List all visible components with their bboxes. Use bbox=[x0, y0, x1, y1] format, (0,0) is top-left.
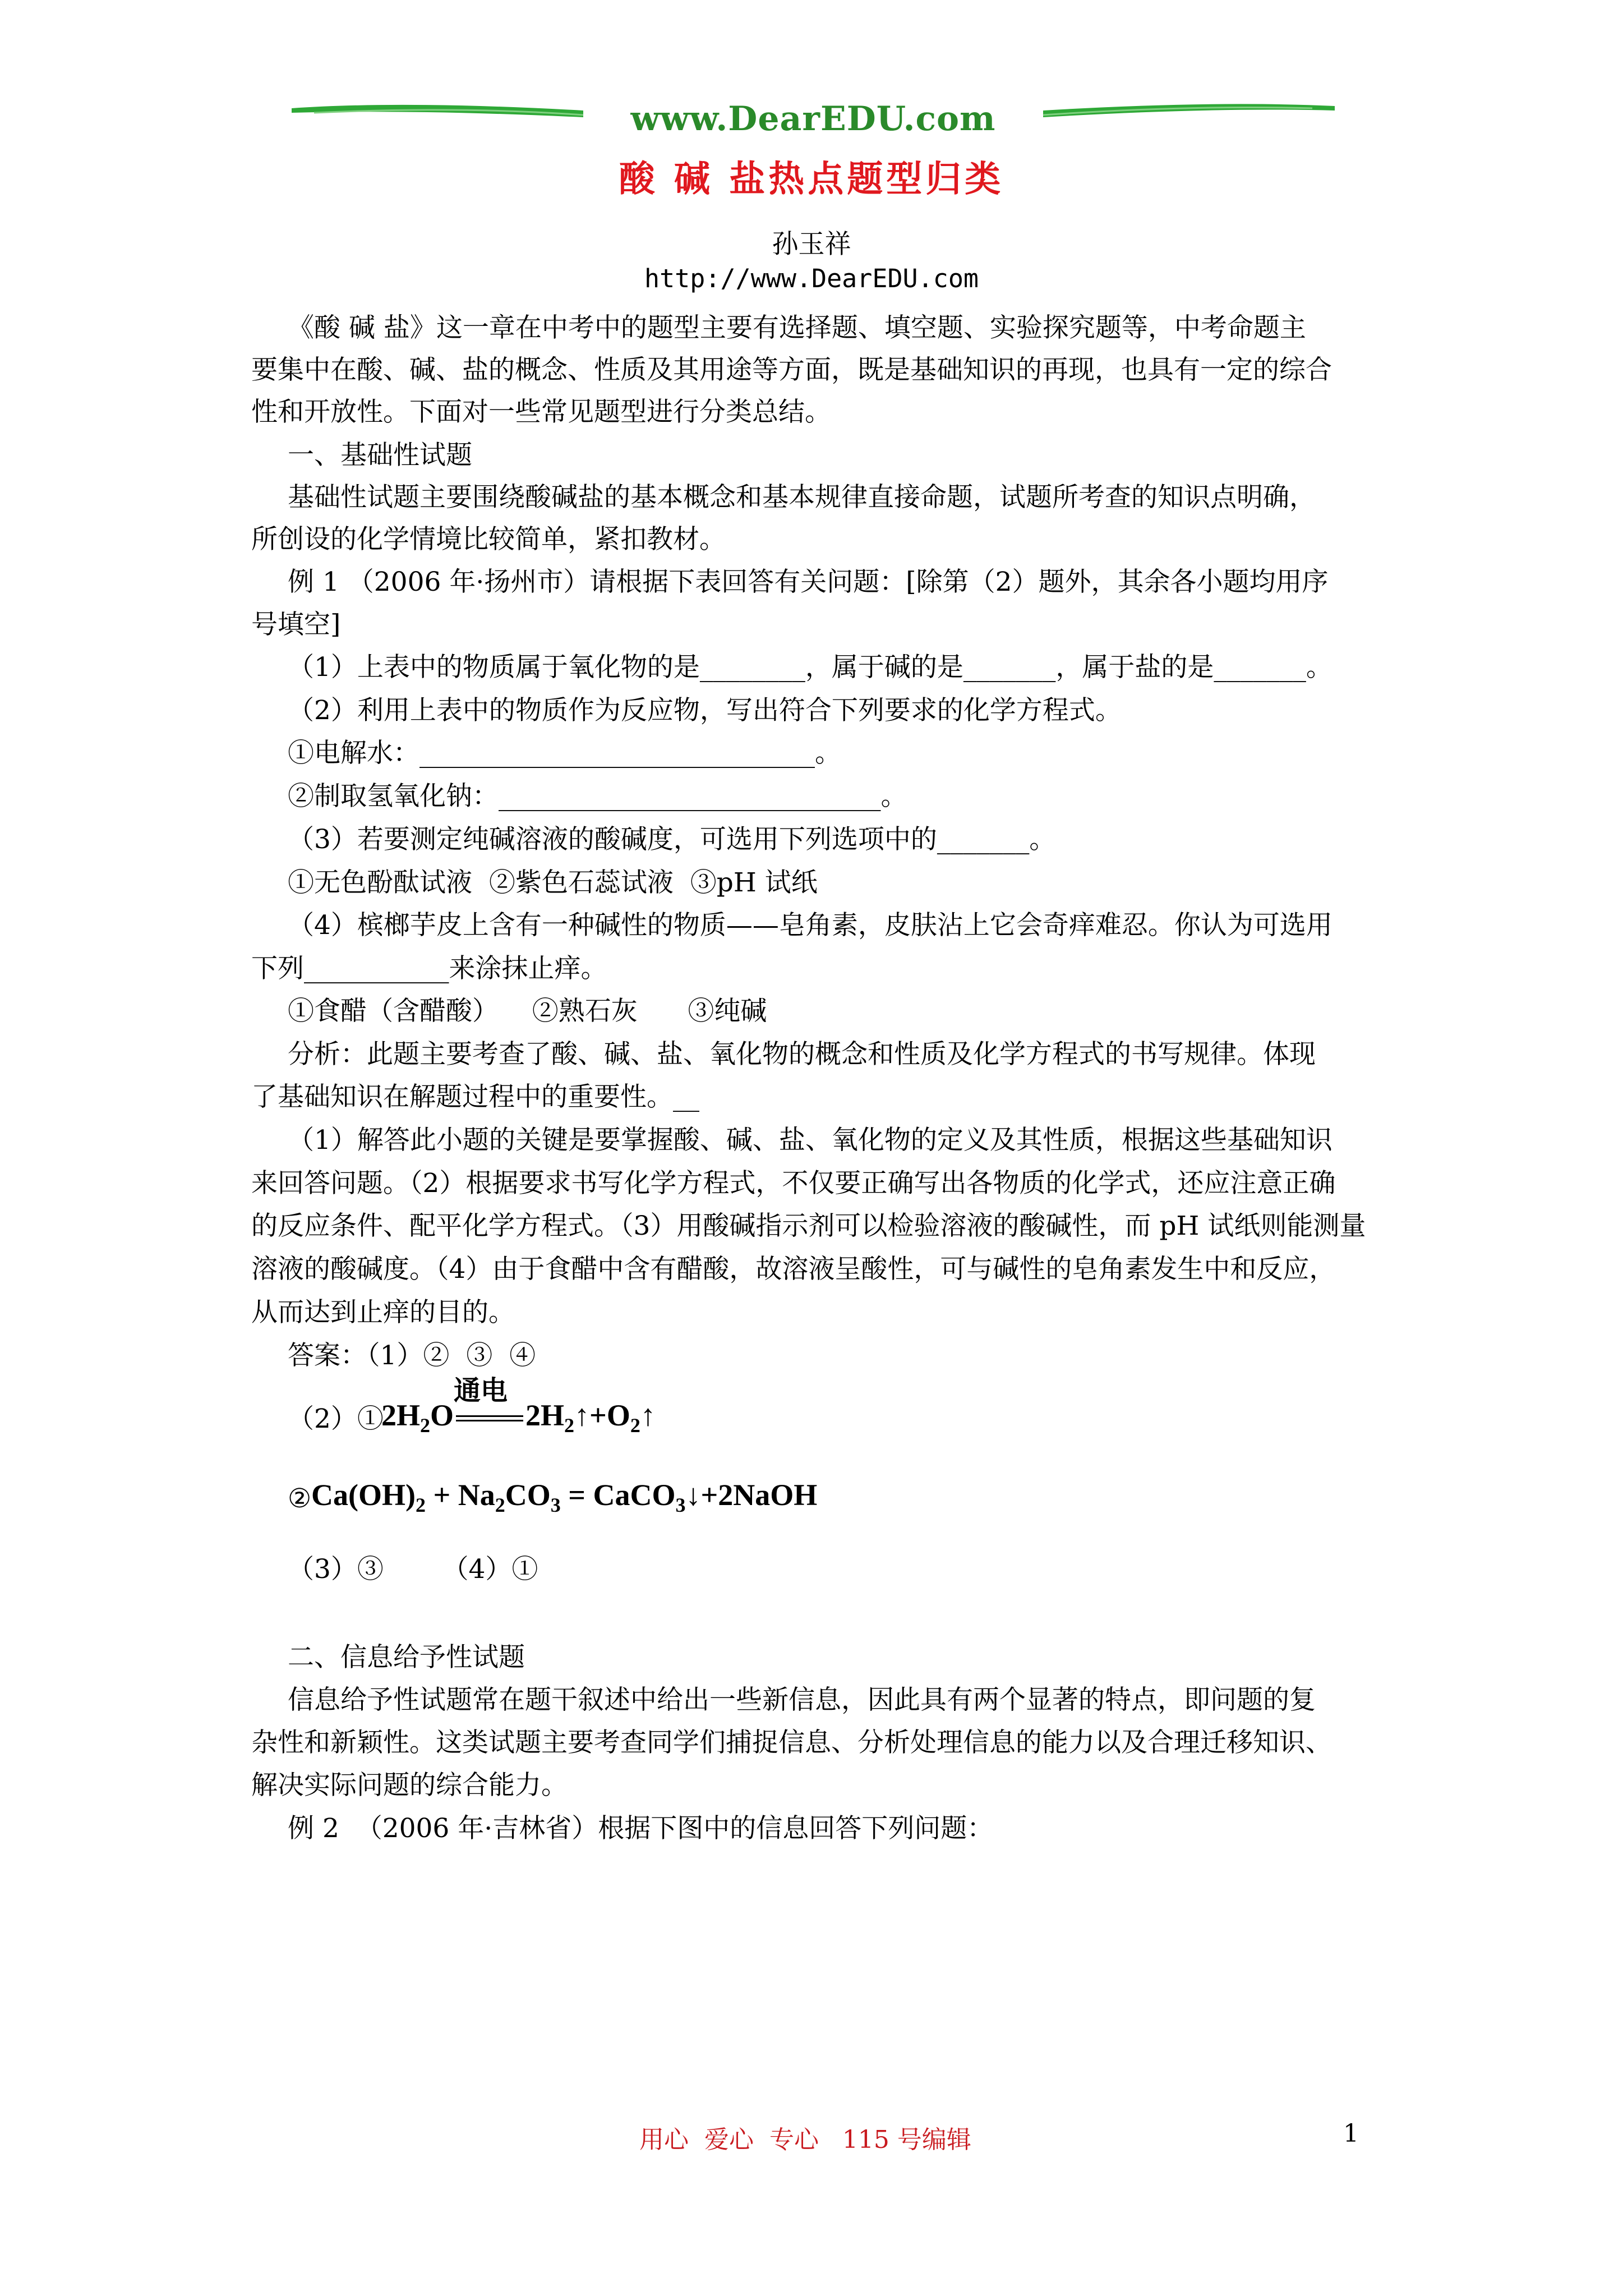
document-title: 酸 碱 盐热点题型归类 bbox=[619, 158, 1004, 200]
page-number: 1 bbox=[1343, 2119, 1359, 2148]
question-line: （4）槟榔芋皮上含有一种碱性的物质——皂角素，皮肤沾上它会奇痒难忍。你认为可选用 bbox=[288, 910, 1332, 941]
answer-prefix: ② bbox=[288, 1483, 312, 1514]
chemical-equation-naoh: $Ca(OH)_2 + Na_2CO_3$ = CaCO$_3$↓+2NaOH bbox=[311, 1478, 818, 1516]
intro-paragraph-line: 性和开放性。下面对一些常见题型进行分类总结。 bbox=[251, 397, 831, 427]
answer-line: （3）③ （4）① bbox=[288, 1554, 538, 1585]
section-paragraph-line: 所创设的化学情境比较简单，紧扣教材。 bbox=[251, 524, 726, 555]
section-paragraph-line: 基础性试题主要围绕酸碱盐的基本概念和基本规律直接命题，试题所考查的知识点明确， bbox=[288, 482, 1316, 513]
section-paragraph-line: 信息给予性试题常在题干叙述中给出一些新信息，因此具有两个显著的特点，即问题的复 bbox=[288, 1685, 1316, 1715]
answer-line: 答案：（1）② ③ ④ bbox=[288, 1340, 536, 1371]
analysis-line: 了基础知识在解题过程中的重要性。__ bbox=[251, 1082, 699, 1112]
example-line: 号填空] bbox=[251, 609, 341, 640]
section-paragraph-line: 杂性和新颖性。这类试题主要考查同学们捕捉信息、分析处理信息的能力以及合理迁移知识、 bbox=[251, 1727, 1332, 1758]
analysis-line: （1）解答此小题的关键是要掌握酸、碱、盐、氧化物的定义及其性质，根据这些基础知识 bbox=[288, 1125, 1332, 1156]
example-line: 例 1 （2006 年·扬州市）请根据下表回答有关问题：[除第（2）题外，其余各小题均用序 bbox=[288, 567, 1329, 597]
analysis-line: 从而达到止痒的目的。 bbox=[251, 1297, 515, 1328]
header-banner bbox=[292, 98, 1335, 149]
question-line: （2）利用上表中的物质作为反应物，写出符合下列要求的化学方程式。 bbox=[288, 695, 1122, 726]
intro-paragraph-line: 《酸 碱 盐》这一章在中考中的题型主要有选择题、填空题、实验探究题等，中考命题主 bbox=[288, 312, 1306, 343]
question-line: （1）上表中的物质属于氧化物的是________，属于碱的是_______，属于盐的是_______。 bbox=[288, 652, 1332, 683]
section-paragraph-line: 解决实际问题的综合能力。 bbox=[251, 1770, 568, 1801]
section-heading: 一、基础性试题 bbox=[288, 440, 472, 471]
options-line: ①无色酚酞试液 ②紫色石蕊试液 ③pH 试纸 bbox=[288, 867, 818, 898]
section-heading: 二、信息给予性试题 bbox=[288, 1642, 525, 1673]
question-line: 下列___________来涂抹止痒。 bbox=[251, 953, 607, 984]
source-url: http://www.DearEDU.com bbox=[644, 264, 979, 293]
options-line: ①食醋（含醋酸） ②熟石灰 ③纯碱 bbox=[288, 996, 767, 1027]
reaction-condition: 通电 bbox=[454, 1376, 508, 1406]
analysis-line: 溶液的酸碱度。（4）由于食醋中含有醋酸，故溶液呈酸性，可与碱性的皂角素发生中和反应， bbox=[251, 1254, 1336, 1285]
author-name: 孙玉祥 bbox=[772, 229, 851, 260]
footer-text: 用心 爱心 专心 115 号编辑 bbox=[639, 2125, 971, 2154]
question-line: （3）若要测定纯碱溶液的酸碱度，可选用下列选项中的_______。 bbox=[288, 824, 1056, 855]
question-line: ①电解水：______________________________。 bbox=[288, 738, 841, 769]
analysis-line: 分析：此题主要考查了酸、碱、盐、氧化物的概念和性质及化学方程式的书写规律。体现 bbox=[288, 1039, 1316, 1070]
site-logo-text: www.DearEDU.com bbox=[630, 99, 996, 139]
question-line: ②制取氢氧化钠：_____________________________。 bbox=[288, 781, 907, 812]
chemical-equation-electrolysis: $2H_2O$ 通电 $2H_2↑+O_2↑$ bbox=[381, 1398, 656, 1437]
example-line: 例 2 （2006 年·吉林省）根据下图中的信息回答下列问题： bbox=[288, 1813, 994, 1844]
intro-paragraph-line: 要集中在酸、碱、盐的概念、性质及其用途等方面，既是基础知识的再现，也具有一定的综合 bbox=[251, 355, 1332, 385]
answer-prefix: （2）① bbox=[288, 1404, 384, 1434]
analysis-line: 的反应条件、配平化学方程式。（3）用酸碱指示剂可以检验溶液的酸碱性，而 pH 试纸则能测量 bbox=[251, 1211, 1366, 1241]
analysis-line: 来回答问题。（2）根据要求书写化学方程式，不仅要正确写出各物质的化学式，还应注意正确 bbox=[251, 1168, 1336, 1199]
